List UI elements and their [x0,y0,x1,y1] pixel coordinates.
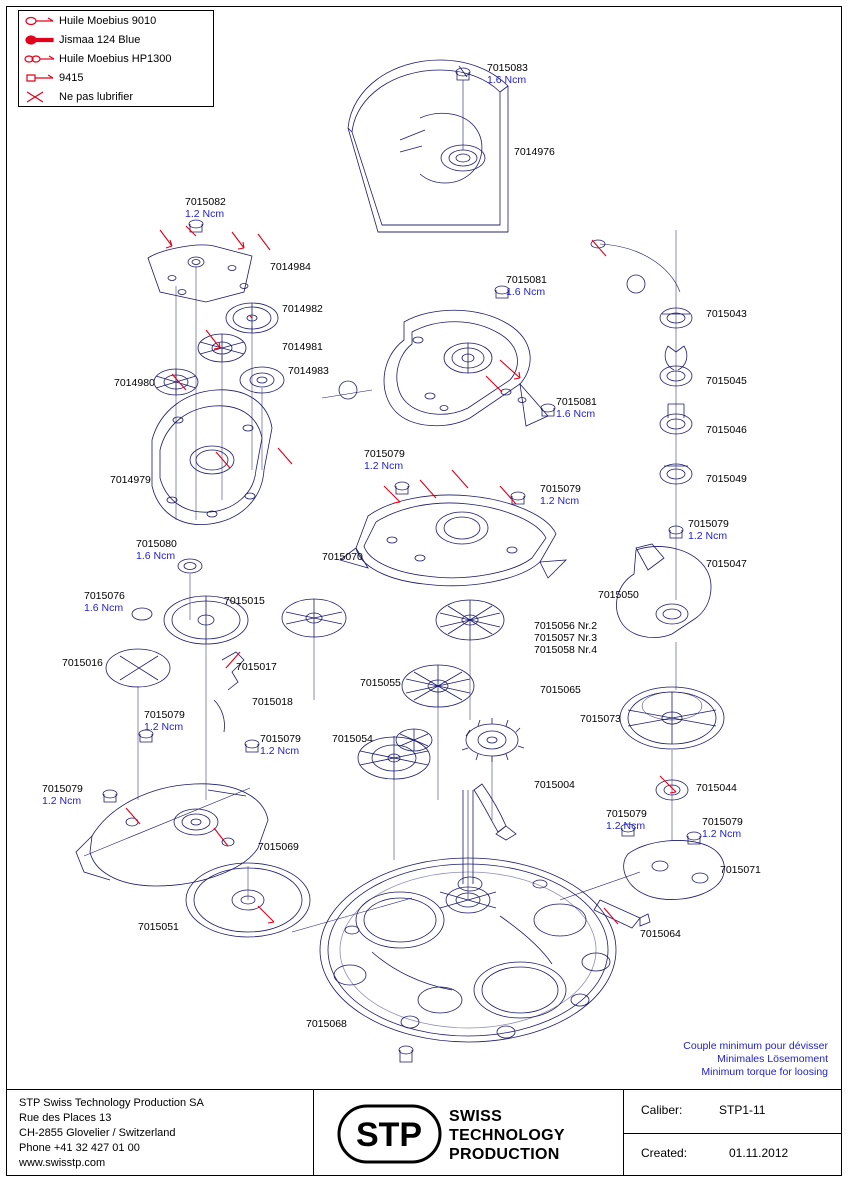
part-number: 7015081 [506,274,547,286]
oiler-thick-icon [23,32,59,48]
company-name: STP Swiss Technology Production SA [19,1097,204,1109]
part-number: 7015079 [688,518,729,530]
part-callout [306,1018,347,1030]
part-number: 7015015 [224,595,265,607]
part-torque: 1.2 Ncm [260,745,300,757]
company-address-block [19,1096,204,1171]
part-number: 7015071 [720,864,761,876]
company-street: Rue des Places 13 [19,1112,112,1124]
part-number: 7015082 [185,196,226,208]
part-callout [138,921,179,933]
part-number: 7015079 [144,709,185,721]
part-number: 7015051 [138,921,179,933]
legend-item [19,87,213,106]
part-callout [640,928,681,940]
part-torque: 1.2 Ncm [42,795,82,807]
part-number: 7015046 [706,424,747,436]
part-number: 7015079 [260,733,301,745]
oiler-fine-icon [23,13,59,29]
legend-item-label: Huile Moebius 9010 [59,14,157,27]
part-callout [136,538,177,562]
part-torque: 1.2 Ncm [540,495,580,507]
part-number: 7015016 [62,657,103,669]
part-callout [144,709,185,733]
part-callout [688,518,729,542]
part-torque: 1.6 Ncm [84,602,124,614]
part-number: 7015070 [322,551,363,563]
part-number: 7015068 [306,1018,347,1030]
part-callout [270,261,311,273]
part-callout [224,595,265,607]
part-number: 7015044 [696,782,737,794]
caliber-label: Caliber: [641,1103,683,1117]
part-callout [332,733,373,745]
part-callout [364,448,405,472]
part-torque: 1.2 Ncm [702,828,742,840]
part-callout [534,779,575,791]
part-number: 7015057 Nr.3 [534,632,598,644]
part-callout [706,558,747,570]
part-callout [580,713,621,725]
part-callout [706,473,747,485]
part-number: 7015049 [706,473,747,485]
stp-logo-text [449,1107,565,1164]
part-number: 7015017 [236,661,277,673]
part-torque: 1.6 Ncm [506,286,546,298]
part-torque: 1.6 Ncm [487,74,527,86]
part-number: 7015069 [258,841,299,853]
stp-logo-mark [337,1102,442,1166]
part-callout [706,308,747,320]
part-number: 7015080 [136,538,177,550]
part-callout [252,696,293,708]
part-number: 7015064 [640,928,681,940]
part-number: 7015076 [84,590,125,602]
legend-item [19,49,213,68]
company-city: CH-2855 Glovelier / Switzerland [19,1127,176,1139]
stp-logo [337,1102,607,1166]
part-torque: 1.6 Ncm [136,550,176,562]
part-number: 7015079 [606,808,647,820]
part-callout [696,782,737,794]
part-number: 7015058 Nr.4 [534,644,598,656]
part-callout [556,396,597,420]
logo-line-swiss: SWISS [449,1108,503,1125]
created-label: Created: [641,1146,688,1160]
no-lubrication-icon [23,89,59,105]
part-number: 7014982 [282,303,323,315]
logo-line-production: PRODUCTION [449,1146,560,1163]
created-value: 01.11.2012 [729,1146,789,1160]
part-callout [487,62,528,86]
svg-text:STP: STP [355,1116,423,1154]
legend-item-label: 9415 [59,71,84,84]
part-number: 7015045 [706,375,747,387]
part-number: 7015079 [364,448,405,460]
company-website[interactable]: www.swisstp.com [19,1157,106,1169]
part-number: 7015054 [332,733,373,745]
torque-note-line-fr: Couple minimum pour dévisser [683,1040,828,1052]
part-torque: 1.2 Ncm [185,208,225,220]
part-callout [236,661,277,673]
legend-item-label: Ne pas lubrifier [59,90,133,103]
part-callout [322,551,363,563]
part-callout [282,303,323,315]
part-callout [706,375,747,387]
part-callout [62,657,103,669]
company-phone: Phone +41 32 427 01 00 [19,1142,140,1154]
legend-item [19,11,213,30]
part-number: 7015081 [556,396,597,408]
part-number: 7015083 [487,62,528,74]
legend-box [18,10,214,107]
part-number: 7015004 [534,779,575,791]
caliber-value: STP1-11 [719,1103,766,1117]
oiler-double-icon [23,51,59,67]
part-number: 7015065 [540,684,581,696]
part-number: 7014979 [110,474,151,486]
title-block-divider-3 [624,1133,841,1134]
logo-line-technology: TECHNOLOGY [449,1127,565,1144]
part-torque: 1.2 Ncm [688,530,728,542]
part-callout [114,377,155,389]
part-number: 7014976 [514,146,555,158]
part-callout [185,196,226,220]
legend-item-label: Huile Moebius HP1300 [59,52,172,65]
legend-item [19,68,213,87]
torque-note-line-de: Minimales Lösemoment [717,1053,828,1065]
part-callout [534,620,597,632]
part-callout [534,632,597,644]
part-callout [506,274,547,298]
part-torque: 1.6 Ncm [556,408,596,420]
part-number: 7015073 [580,713,621,725]
part-callout [606,808,647,832]
part-callout [702,816,743,840]
part-torque: 1.2 Ncm [364,460,404,472]
legend-item-label: Jismaa 124 Blue [59,33,141,46]
part-callout [84,590,125,614]
part-callout [282,341,323,353]
torque-note-line-en: Minimum torque for loosing [701,1066,828,1078]
part-callout [534,644,597,656]
part-number: 7015079 [540,483,581,495]
part-number: 7015047 [706,558,747,570]
part-callout [514,146,555,158]
part-number: 7015043 [706,308,747,320]
part-number: 7015079 [702,816,743,828]
part-number: 7014984 [270,261,311,273]
title-block [7,1089,841,1175]
part-callout [540,483,581,507]
part-callout [720,864,761,876]
title-block-divider-1 [313,1090,314,1176]
part-callout [110,474,151,486]
part-number: 7015079 [42,783,83,795]
part-number: 7015055 [360,677,401,689]
torque-note [683,1040,828,1079]
part-number: 7015056 Nr.2 [534,620,598,632]
part-number: 7014981 [282,341,323,353]
part-number: 7014983 [288,365,329,377]
part-callout [706,424,747,436]
part-callout [598,589,639,601]
part-callout [360,677,401,689]
part-number: 7015018 [252,696,293,708]
grease-syringe-icon [23,70,59,86]
part-number: 7015050 [598,589,639,601]
part-torque: 1.2 Ncm [606,820,646,832]
part-torque: 1.2 Ncm [144,721,184,733]
part-callout [540,684,581,696]
part-callout [258,841,299,853]
legend-item [19,30,213,49]
part-callout [288,365,329,377]
part-number: 7014980 [114,377,155,389]
part-callout [42,783,83,807]
part-callout [260,733,301,757]
